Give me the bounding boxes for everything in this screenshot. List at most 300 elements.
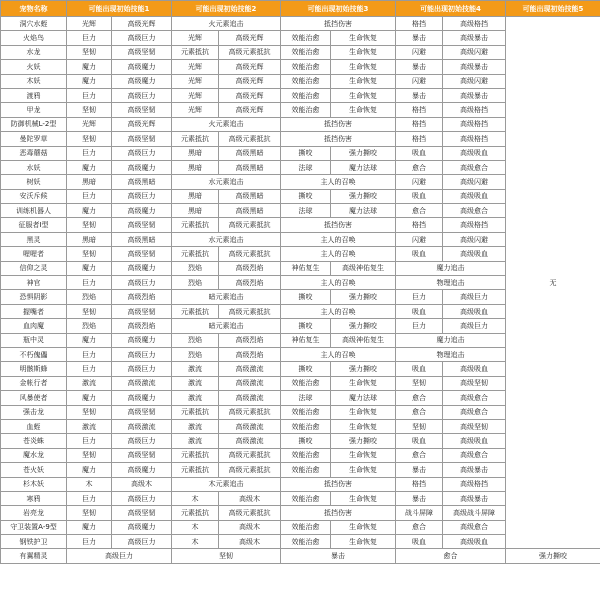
skill-5-none-cell: 无 [506,17,600,549]
header-skill-4: 可能出现初始技能4 [396,1,506,17]
skill-cell: 高级吸血 [443,146,506,160]
skill-cell: 生命恢复 [331,405,396,419]
skill-cell: 高级愈合 [443,160,506,174]
skill-cell: 效能治愈 [281,535,331,549]
table-row [1,17,600,31]
skill-cell: 暴击 [396,491,443,505]
skill-cell: 元素抵抗 [172,463,219,477]
skill-cell: 高级魔力 [112,60,172,74]
pet-name-cell: 金帐行者 [1,376,67,390]
skill-cell: 高级元素抵抗 [219,506,281,520]
skill-cell: 高级魔力 [112,333,172,347]
skill-cell: 抵挡伤害 [281,506,396,520]
pet-name-cell: 苍炎蛛 [1,434,67,448]
skill-cell: 生命恢复 [331,491,396,505]
skill-cell: 高级魔力 [112,74,172,88]
skill-cell: 抵挡伤害 [281,117,396,131]
skill-cell: 高级巨力 [112,189,172,203]
skill-cell: 高级元素抵抗 [219,132,281,146]
skill-cell: 黑暗 [67,175,112,189]
skill-cell: 吸血 [396,247,443,261]
skill-cell: 魔力追击 [396,333,506,347]
skill-cell: 坚韧 [67,448,112,462]
skill-cell: 闪避 [396,45,443,59]
skill-cell: 高级神佑复生 [331,333,396,347]
pet-name-cell: 瓶中灵 [1,333,67,347]
skill-cell: 高级巨力 [112,535,172,549]
skill-cell: 激流 [67,376,112,390]
skill-cell: 黑暗 [172,204,219,218]
skill-cell: 高级坚韧 [112,45,172,59]
skill-cell: 高级格挡 [443,103,506,117]
skill-cell: 高级暴击 [443,491,506,505]
skill-cell: 暗元素追击 [172,290,281,304]
skill-cell: 高级元素抵抗 [219,45,281,59]
skill-cell: 高级愈合 [443,405,506,419]
skill-cell: 黑暗 [172,189,219,203]
skill-cell: 撕咬 [281,189,331,203]
skill-cell: 木 [172,520,219,534]
skill-cell: 高级魔力 [112,391,172,405]
skill-cell: 高级烈焰 [112,319,172,333]
skill-cell: 生命恢复 [331,103,396,117]
pet-name-cell: 钢铁护卫 [1,535,67,549]
skill-cell: 高级巨力 [112,146,172,160]
skill-cell: 法球 [281,391,331,405]
header-skill-2: 可能出现初始技能2 [172,1,281,17]
skill-cell: 高级暴击 [443,463,506,477]
skill-cell: 暴击 [396,60,443,74]
skill-cell: 撕咬 [281,290,331,304]
skill-cell: 暴击 [396,463,443,477]
header-skill-5: 可能出现初始技能5 [506,1,600,17]
skill-cell: 抵挡伤害 [281,132,396,146]
skill-cell: 火元素追击 [172,117,281,131]
skill-cell: 格挡 [396,103,443,117]
skill-cell: 高级烈焰 [219,276,281,290]
pet-name-cell: 杉木妖 [1,477,67,491]
skill-cell: 高级坚韧 [443,376,506,390]
skill-cell: 效能治愈 [281,448,331,462]
skill-cell: 闪避 [396,74,443,88]
skill-cell: 高级巨力 [112,362,172,376]
skill-cell: 生命恢复 [331,448,396,462]
skill-cell: 木 [172,535,219,549]
skill-cell: 高级巨力 [112,434,172,448]
skill-cell: 高级坚韧 [443,419,506,433]
skill-cell: 高级木 [112,477,172,491]
skill-cell: 高级暴击 [443,60,506,74]
skill-cell: 高级激流 [112,419,172,433]
skill-cell: 高级坚韧 [112,218,172,232]
skill-cell: 高级格挡 [443,132,506,146]
skill-cell: 高级魔力 [112,160,172,174]
skill-cell: 格挡 [396,218,443,232]
skill-cell: 黑暗 [172,146,219,160]
skill-cell: 激流 [172,362,219,376]
skill-cell: 高级格挡 [443,477,506,491]
skill-cell: 高级巨力 [112,347,172,361]
pet-name-cell: 信仰之灵 [1,261,67,275]
skill-cell: 高级暴击 [443,31,506,45]
skill-cell: 烈焰 [172,333,219,347]
pet-name-cell: 征服者Ⅰ型 [1,218,67,232]
skill-cell: 水元素追击 [172,232,281,246]
skill-cell: 高级烈焰 [219,347,281,361]
skill-cell: 吸血 [396,189,443,203]
skill-cell: 高级黑暗 [219,146,281,160]
skill-cell: 高级吸血 [443,434,506,448]
skill-cell: 魔力法球 [331,204,396,218]
skill-cell: 主人的召唤 [281,232,396,246]
pet-name-cell: 风暴使者 [1,391,67,405]
skill-cell: 坚韧 [67,45,112,59]
pet-name-cell: 寒鸦 [1,491,67,505]
skill-cell: 高级激流 [219,362,281,376]
skill-cell: 高级木 [219,535,281,549]
skill-cell: 高级闪避 [443,45,506,59]
skill-cell: 物理追击 [396,276,506,290]
skill-cell: 吸血 [396,535,443,549]
skill-cell: 坚韧 [67,218,112,232]
skill-cell: 巨力 [67,362,112,376]
skill-cell: 高级格挡 [443,117,506,131]
skill-cell: 烈焰 [172,276,219,290]
skill-cell: 高级坚韧 [112,132,172,146]
skill-cell: 神佑复生 [281,333,331,347]
skill-cell: 巨力 [67,276,112,290]
skill-cell: 巨力 [396,319,443,333]
skill-cell: 高级巨力 [443,290,506,304]
skill-cell: 巨力 [67,146,112,160]
skill-cell: 元素抵抗 [172,506,219,520]
skill-cell: 效能治愈 [281,520,331,534]
skill-cell: 巨力 [67,31,112,45]
skill-cell: 坚韧 [67,405,112,419]
skill-cell: 巨力 [67,347,112,361]
skill-cell: 高级神佑复生 [331,261,396,275]
skill-cell: 撕咬 [281,434,331,448]
skill-cell: 高级坚韧 [112,247,172,261]
pet-name-cell: 训练机器人 [1,204,67,218]
skill-cell: 撕咬 [281,362,331,376]
skill-cell: 高级坚韧 [112,448,172,462]
pet-name-cell: 甲龙 [1,103,67,117]
skill-cell: 高级魔力 [112,463,172,477]
skill-cell: 生命恢复 [331,60,396,74]
pet-name-cell: 不朽傀儡 [1,347,67,361]
skill-cell: 效能治愈 [281,74,331,88]
skill-cell: 暴击 [396,31,443,45]
skill-cell: 强力撕咬 [331,319,396,333]
pet-name-cell: 恶毒蘑菇 [1,146,67,160]
pet-name-cell: 岩亮龙 [1,506,67,520]
skill-cell: 烈焰 [172,261,219,275]
skill-cell: 愈合 [396,549,506,563]
skill-cell: 元素抵抗 [172,405,219,419]
skill-cell: 抵挡伤害 [281,17,396,31]
skill-cell: 黑暗 [67,232,112,246]
skill-cell: 法球 [281,160,331,174]
skill-cell: 撕咬 [281,319,331,333]
skill-cell: 生命恢复 [331,463,396,477]
skill-cell: 魔力追击 [396,261,506,275]
pet-name-cell: 强击龙 [1,405,67,419]
skill-cell: 高级元素抵抗 [219,405,281,419]
header-row [1,1,600,17]
skill-cell: 激流 [172,391,219,405]
pet-name-cell: 苍火妖 [1,463,67,477]
skill-cell: 高级木 [219,520,281,534]
skill-cell: 高级巨力 [67,549,172,563]
header-skill-1: 可能出现初始技能1 [67,1,172,17]
pet-name-cell: 黑灵 [1,232,67,246]
skill-cell: 效能治愈 [281,491,331,505]
skill-cell: 强力撕咬 [331,434,396,448]
skill-cell: 高级激流 [219,391,281,405]
skill-cell: 激流 [172,419,219,433]
skill-cell: 坚韧 [396,376,443,390]
pet-name-cell: 血蛭 [1,419,67,433]
skill-cell: 格挡 [396,132,443,146]
skill-cell: 坚韧 [172,549,281,563]
skill-cell: 生命恢复 [331,74,396,88]
skill-cell: 吸血 [396,434,443,448]
skill-cell: 主人的召唤 [281,175,396,189]
skill-cell: 高级元素抵抗 [219,463,281,477]
pet-name-cell: 魔水龙 [1,448,67,462]
skill-cell: 高级光辉 [219,60,281,74]
skill-cell: 生命恢复 [331,535,396,549]
skill-cell: 高级激流 [112,376,172,390]
skill-cell: 生命恢复 [331,45,396,59]
skill-cell: 闪避 [396,175,443,189]
skill-cell: 格挡 [396,117,443,131]
skill-cell: 火元素追击 [172,17,281,31]
skill-cell: 效能治愈 [281,45,331,59]
skill-cell: 高级元素抵抗 [219,247,281,261]
skill-cell: 格挡 [396,17,443,31]
skill-cell: 激流 [172,376,219,390]
skill-cell: 元素抵抗 [172,304,219,318]
skill-cell: 元素抵抗 [172,448,219,462]
skill-cell: 魔力 [67,261,112,275]
skill-cell: 效能治愈 [281,463,331,477]
skill-cell: 高级木 [219,491,281,505]
pet-name-cell: 洞穴水蛭 [1,17,67,31]
skill-cell: 高级黑暗 [219,204,281,218]
skill-cell: 愈合 [396,204,443,218]
skill-cell: 魔力 [67,60,112,74]
skill-cell: 高级巨力 [112,491,172,505]
skill-cell: 高级激流 [219,434,281,448]
skill-cell: 效能治愈 [281,31,331,45]
skill-cell: 高级吸血 [443,535,506,549]
skill-cell: 木元素追击 [172,477,281,491]
skill-cell: 坚韧 [67,247,112,261]
skill-cell: 高级坚韧 [112,304,172,318]
skill-cell: 高级闪避 [443,175,506,189]
skill-cell: 效能治愈 [281,88,331,102]
skill-cell: 抵挡伤害 [281,477,396,491]
skill-cell: 生命恢复 [331,419,396,433]
skill-cell: 高级光辉 [219,88,281,102]
skill-cell: 高级光辉 [112,17,172,31]
skill-cell: 高级愈合 [443,391,506,405]
skill-cell: 光辉 [172,60,219,74]
skill-cell: 撕咬 [281,146,331,160]
skill-cell: 效能治愈 [281,419,331,433]
skill-cell: 高级巨力 [443,319,506,333]
skill-cell: 高级巨力 [112,276,172,290]
skill-cell: 生命恢复 [331,520,396,534]
skill-cell: 元素抵抗 [172,45,219,59]
skill-cell: 暗元素追击 [172,319,281,333]
skill-cell: 法球 [281,204,331,218]
skill-cell: 光辉 [172,88,219,102]
pet-name-cell: 安沃斥候 [1,189,67,203]
pet-name-cell: 喔喔者 [1,247,67,261]
table-row [1,549,600,563]
skill-cell: 闪避 [396,232,443,246]
pet-name-cell: 火焰鸟 [1,31,67,45]
skill-cell: 生命恢复 [331,31,396,45]
skill-cell: 高级坚韧 [112,405,172,419]
skill-cell: 坚韧 [67,506,112,520]
skill-cell: 高级坚韧 [112,506,172,520]
skill-cell: 高级烈焰 [219,261,281,275]
pet-name-cell: 握嘴者 [1,304,67,318]
skill-cell: 巨力 [67,535,112,549]
skill-cell: 效能治愈 [281,103,331,117]
skill-cell: 激流 [172,434,219,448]
skill-cell: 烈焰 [67,319,112,333]
skill-cell: 坚韧 [67,304,112,318]
skill-cell: 巨力 [67,189,112,203]
pet-name-cell: 恐惧阴影 [1,290,67,304]
skill-cell: 高级吸血 [443,247,506,261]
pet-name-cell: 守卫装置A-9型 [1,520,67,534]
skill-cell: 主人的召唤 [281,247,396,261]
skill-cell: 暴击 [396,88,443,102]
skill-cell: 坚韧 [67,132,112,146]
skill-cell: 高级烈焰 [219,333,281,347]
skill-cell: 愈合 [396,160,443,174]
skill-cell: 高级光辉 [219,103,281,117]
pet-name-cell: 木妖 [1,74,67,88]
skill-cell: 烈焰 [172,347,219,361]
skill-cell: 效能治愈 [281,376,331,390]
skill-cell: 高级魔力 [112,261,172,275]
skill-cell: 强力撕咬 [331,189,396,203]
skill-cell: 高级元素抵抗 [219,448,281,462]
skill-cell: 坚韧 [67,103,112,117]
skill-cell: 巨力 [396,290,443,304]
skill-cell: 高级黑暗 [112,232,172,246]
skill-cell: 战斗屏障 [396,506,443,520]
skill-cell: 高级愈合 [443,448,506,462]
skill-cell: 高级光辉 [219,31,281,45]
skill-cell: 物理追击 [396,347,506,361]
pet-name-cell: 曼陀罗草 [1,132,67,146]
skill-cell: 高级战斗屏障 [443,506,506,520]
pet-name-cell: 水龙 [1,45,67,59]
skill-cell: 巨力 [67,88,112,102]
skill-cell: 高级魔力 [112,204,172,218]
skill-cell: 高级元素抵抗 [219,304,281,318]
skill-cell: 光辉 [172,74,219,88]
pet-name-cell: 血肉魔 [1,319,67,333]
skill-cell: 魔力 [67,333,112,347]
skill-cell: 魔力法球 [331,391,396,405]
pet-name-cell: 有翼精灵 [1,549,67,563]
skill-cell: 高级烈焰 [112,290,172,304]
skill-cell: 高级格挡 [443,218,506,232]
skill-cell: 魔力 [67,463,112,477]
header-pet-name: 宠物名称 [1,1,67,17]
skill-cell: 吸血 [396,362,443,376]
skill-cell: 光辉 [67,117,112,131]
skill-cell: 神佑复生 [281,261,331,275]
skill-cell: 坚韧 [396,419,443,433]
skill-cell: 光辉 [172,103,219,117]
skill-cell: 生命恢复 [331,88,396,102]
pet-name-cell: 渡鸦 [1,88,67,102]
skill-cell: 高级黑暗 [219,160,281,174]
pet-name-cell: 水妖 [1,160,67,174]
skill-cell: 强力撕咬 [331,362,396,376]
skill-cell: 高级光辉 [112,117,172,131]
header-skill-3: 可能出现初始技能3 [281,1,396,17]
skill-cell: 魔力 [67,74,112,88]
skill-cell: 高级闪避 [443,232,506,246]
skill-cell: 高级愈合 [443,520,506,534]
skill-cell: 强力撕咬 [506,549,600,563]
skill-cell: 暴击 [281,549,396,563]
skill-cell: 愈合 [396,448,443,462]
skill-cell: 高级巨力 [112,88,172,102]
skill-cell: 高级黑暗 [112,175,172,189]
skill-cell: 水元素追击 [172,175,281,189]
pet-name-cell: 火妖 [1,60,67,74]
skill-cell: 魔力 [67,160,112,174]
skill-cell: 魔力 [67,520,112,534]
skill-cell: 激流 [67,419,112,433]
skill-cell: 强力撕咬 [331,146,396,160]
pet-name-cell: 神官 [1,276,67,290]
skill-cell: 愈合 [396,520,443,534]
skill-cell: 烈焰 [67,290,112,304]
skill-cell: 黑暗 [172,160,219,174]
skill-cell: 生命恢复 [331,376,396,390]
skill-cell: 高级激流 [219,419,281,433]
skill-cell: 魔力 [67,204,112,218]
skill-cell: 愈合 [396,391,443,405]
skill-cell: 魔力 [67,391,112,405]
skill-cell: 高级暴击 [443,88,506,102]
skill-cell: 元素抵抗 [172,247,219,261]
skill-cell: 高级魔力 [112,520,172,534]
skill-cell: 高级激流 [219,376,281,390]
table-body [1,17,600,564]
skill-cell: 高级光辉 [219,74,281,88]
skill-cell: 高级巨力 [112,31,172,45]
skill-cell: 高级愈合 [443,204,506,218]
skill-cell: 高级坚韧 [112,103,172,117]
skill-cell: 吸血 [396,304,443,318]
skill-cell: 巨力 [67,491,112,505]
skill-cell: 高级格挡 [443,17,506,31]
